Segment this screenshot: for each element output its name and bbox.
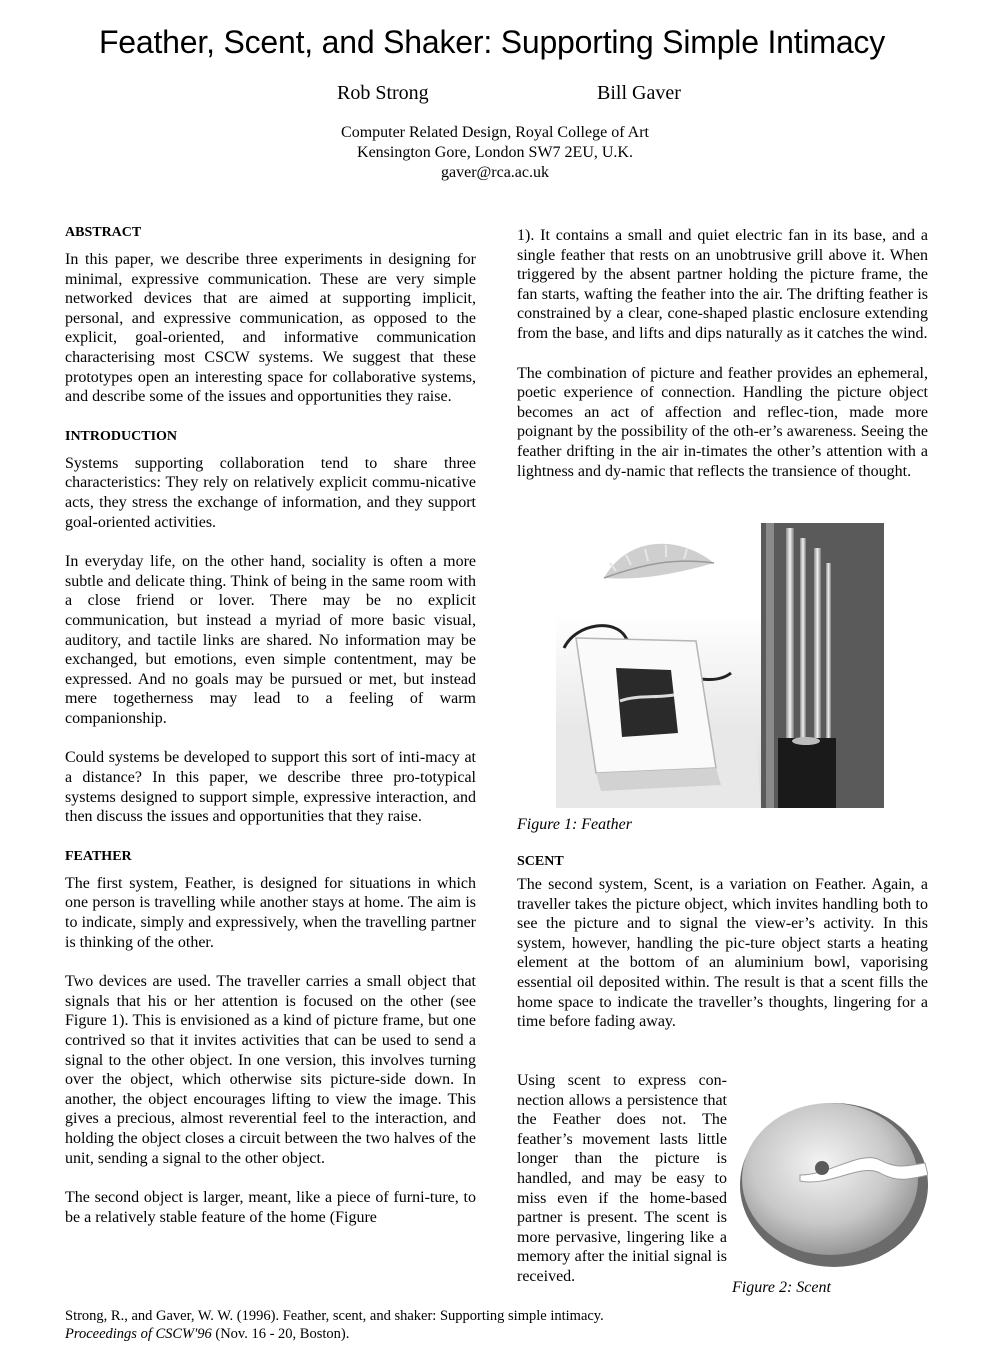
- left-column: [65, 223, 476, 1227]
- citation-line: [65, 1325, 604, 1343]
- section-heading-scent: SCENT: [517, 854, 564, 869]
- figure-2-scent-photo: [730, 1075, 928, 1271]
- feather-paragraph: The combination of picture and feather provides an ephemeral, poetic experience of connection. Handling the picture object becomes an act of affection and reflec-tion, made more poignant by the possibility of the oth-er’s awareness. Seeing the feather drifting in the air in-timates the other’s attention with a lightness and dy-namic that reflects the transience of thought.: [517, 364, 928, 480]
- scent-paragraph: The second system, Scent, is a variation on Feather. Again, a traveller takes the picture object, which invites handling both to see the picture and to signal the view-er’s activity. In this system, however, handling the pic-ture object starts a heating element at the bottom of an aluminium bowl, vaporising essential oil deposited within. The result is that a scent fills the home space to indicate the traveller’s thoughts, lingering for a time before fading away.: [517, 876, 928, 1031]
- feather-paragraph: Two devices are used. The traveller carries a small object that signals that his or her attention is focused on the other (see Figure 1). This is envisioned as a kind of picture frame, but one contrived so that it invites activities that can be used to send a signal to the other object. In one version, this involves turning over the object, which otherwise sits picture-side down. In another, the object encourages lifting to view the image. This gives a precious, almost reverential feel to the interaction, and holding the object closes a circuit between the two halves of the unit, sending a signal to the other object.: [65, 973, 476, 1167]
- citation-line: Strong, R., and Gaver, W. W. (1996). Feather, scent, and shaker: Supporting simple intimacy.: [65, 1308, 604, 1324]
- picture-frame-object: [576, 638, 721, 791]
- right-column: [517, 226, 928, 481]
- feather-paragraph: The first system, Feather, is designed for situations in which one person is travelling while another stays at home. The aim is to indicate, simply and expressively, when the travelling partner is thinking of the other.: [65, 874, 476, 951]
- citation: [65, 1307, 604, 1343]
- feather-paragraph: 1). It contains a small and quiet electric fan in its base, and a single feather that rests on an unobtrusive grill above it. When triggered by the absent partner holding the picture frame, the fan starts, wafting the feather into the air. The drifting feather is constrained by a clear, cone-shaped plastic enclosure extending from the base, and lifts and dips naturally as it catches the wind.: [517, 227, 928, 342]
- affiliation-line: Computer Related Design, Royal College of Art: [341, 124, 649, 141]
- citation-dates: (Nov. 16 - 20, Boston).: [211, 1326, 350, 1342]
- feather-paragraph: The second object is larger, meant, like a piece of furni-ture, to be a relatively stable feature of the home (Figure: [65, 1189, 476, 1226]
- intro-paragraph: In everyday life, on the other hand, sociality is often a more subtle and delicate thing. Think of being in the same room with a close friend or lover. There may be no explicit communication, but instead a myriad of more basic visual, auditory, and tactile links are shared. No information may be exchanged, but emotions, even simple contentment, may be expressed. And no goals may be pursued or met, but instead mere togetherness may lead to a feeling of warm companionship.: [65, 553, 476, 727]
- author-name: Bill Gaver: [597, 82, 681, 104]
- intro-paragraph: Could systems be developed to support this sort of inti-macy at a distance? In this paper, we describe three pro-totypical systems designed to support simple, expressive interaction, and then discuss the issues and opportunities that they raise.: [65, 749, 476, 826]
- author-email: gaver@rca.ac.uk: [441, 164, 549, 181]
- affiliation-line: Kensington Gore, London SW7 2EU, U.K.: [357, 144, 633, 161]
- citation-venue: Proceedings of CSCW'96: [65, 1326, 212, 1342]
- figure-1-caption: Figure 1: Feather: [517, 816, 632, 833]
- author-name: Rob Strong: [337, 82, 429, 104]
- figure-2-caption: Figure 2: Scent: [732, 1279, 831, 1296]
- intro-paragraph: Systems supporting collaboration tend to share three characteristics: They rely on relatively explicit commu-nicative acts, they stress the exchange of information, and they support goal-oriented activities.: [65, 454, 476, 531]
- section-heading-feather: FEATHER: [65, 848, 132, 864]
- section-heading-abstract: ABSTRACT: [65, 225, 142, 240]
- figure-1-feather-photo: [556, 523, 884, 808]
- abstract-paragraph: In this paper, we describe three experiments in designing for minimal, expressive communication. These are very simple networked devices that are aimed at supporting implicit, personal, and expressive communication, as opposed to the explicit, goal-oriented, and informative communication characterising most CSCW systems. We suggest that these prototypes open an interesting space for collaborative systems, and describe some of the issues and opportunities they raise.: [65, 251, 476, 406]
- section-heading-introduction: INTRODUCTION: [65, 428, 178, 444]
- paper-title: Feather, Scent, and Shaker: Supporting Simple Intimacy: [98, 24, 886, 60]
- scent-paragraph: Using scent to express con-nection allows a persistence that the Feather does not. The feather’s movement lasts little longer than the picture is handled, and may be easy to miss even if the home-based partner is present. The scent is more pervasive, lingering like a memory after the initial signal is received.: [517, 1072, 727, 1285]
